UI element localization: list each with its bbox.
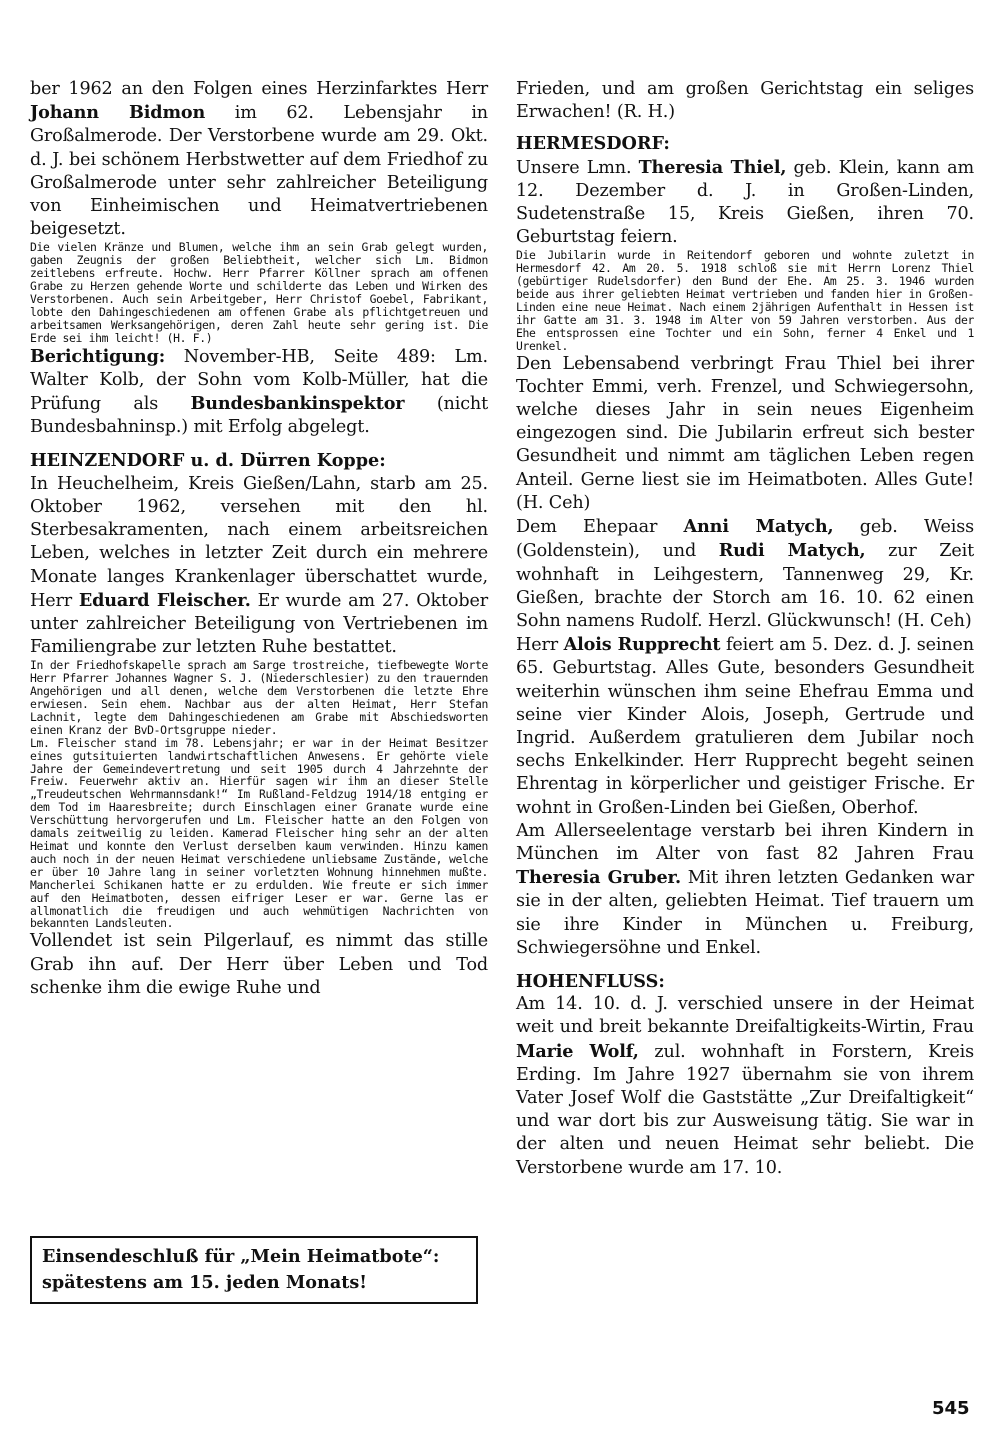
page-number: 545 bbox=[932, 1398, 970, 1419]
notice-line-2: spätestens am 15. jeden Monats! bbox=[42, 1272, 367, 1293]
text-run: November-HB, Seite 489: Lm. Walter Kolb, der Sohn vom Kolb-Müller, hat die Prüfung als bbox=[30, 346, 488, 415]
text-run: zul. wohnhaft in Forstern, Kreis Erding. Im Jahre 1927 übernahm sie von ihrem Vater Josef Wolf die Gaststätte „Zur Dreifaltigkeit“ und war dort bis zur Ausweisung tätig. Sie war in der alten und neuen Heimat sehr beliebt. Die Verstorbene wurde am 17. 10. bbox=[516, 1041, 974, 1178]
continuation-paragraph: Frieden, und am großen Gerichtstag ein seliges Erwachen! (R. H.) bbox=[516, 79, 974, 123]
text-run: Herr bbox=[516, 635, 564, 656]
text-run: zur Zeit wohnhaft in Leihgestern, Tannenweg 29, Kr. Gießen, brachte der Storch am 16. 10. 62 einen Sohn namens Rudolf. Herzl. Glückwunsch! (H. Ceh) bbox=[516, 541, 974, 631]
left-column bbox=[30, 78, 488, 1000]
text-run: feiert am 5. Dez. d. J. seinen 65. Geburtstag. Alles Gute, besonders Gesundheit weiterhin wünschen ihm seine Ehefrau Emma und seine vier Kinder Alois, Joseph, Gertrude und Ingrid. Außerdem gratulieren dem Jubilar noch sechs Enkelkinder. Herr Rupprecht begeht seinen Ehrentag in körperlicher und geistiger Frische. Er wohnt in Großen-Linden bei Gießen, Oberhof. bbox=[516, 635, 974, 818]
hermesdorf-paragraph-3: Den Lebensabend verbringt Frau Thiel bei ihrer Tochter Emmi, verh. Frenzel, und Schwiegersohn, welche dieses Jahr in sein neues Eigenheim eingezogen sind. Die Jubilarin erfreut sich bester Gesundheit und nimmt am täglichen Leben regen Anteil. Gerne liest sie im Heimatboten. Alles Gute! (H. Ceh) bbox=[516, 353, 974, 513]
correction-label: Berichtigung: bbox=[30, 345, 166, 367]
submission-deadline-notice bbox=[30, 1236, 478, 1304]
hermesdorf-paragraph-1 bbox=[516, 156, 974, 250]
person-name: Johann Bidmon bbox=[30, 102, 206, 124]
text-run: im 62. Lebensjahr in Großalmerode. Der Verstorbene wurde am 29. Okt. d. J. bei schönem Herbstwetter auf dem Friedhof zu Großalmerode unter sehr zahlreicher Beteiligung von Einheimischen und Heimatvertriebenen beigesetzt. bbox=[30, 103, 488, 240]
person-name: Theresia Thiel, bbox=[638, 156, 787, 178]
text-run: ber 1962 an den Folgen eines Herzinfarktes Herr bbox=[30, 79, 488, 99]
person-name: Rudi Matych, bbox=[718, 540, 866, 562]
text-run: Am Allerseelentage verstarb bei ihren Kindern in München im Alter von fast 82 Jahren Frau bbox=[516, 820, 974, 864]
person-name: Anni Matych, bbox=[683, 516, 834, 538]
obituary-bidmon-detail: Die vielen Kränze und Blumen, welche ihm an sein Grab gelegt wurden, gaben Zeugnis der großen Beliebtheit, welcher sich Lm. Bidmon zeitlebens erfreute. Hochw. Herr Pfarrer Köllner sprach am offenen Grabe zu Herzen gehende Worte und schilderte das Leben und Wirken des Verstorbenen. Auch sein Arbeitgeber, Herr Christof Goebel, Fabrikant, lobte den Dahingeschiedenen am offenen Grabe als pflichtgetreuen und arbeitsamen Werksangehörigen, deren Zahl heute sehr gering ist. Die Erde sei ihm leicht! (H. F.) bbox=[30, 240, 488, 345]
text-run: geb. Weiss (Goldenstein), und bbox=[516, 517, 974, 562]
hermesdorf-paragraph-2: Die Jubilarin wurde in Reitendorf geboren und wohnte zuletzt in Hermesdorf 42. Am 20. 5. 1918 schloß sie mit Herrn Lorenz Thiel (gebürtiger Rudelsdorfer) den Bund der Ehe. Am 25. 3. 1946 wurden beide aus ihrer geliebten Heimat vertrieben und fanden hier in Großen-Linden eine neue Heimat. Nach einem 2jährigen Aufenthalt in Hessen ist ihr Gatte am 31. 3. 1948 im Alter von 59 Jahren verstorben. Aus der Ehe entsprossen eine Tochter und ein Sohn, ferner 4 Enkel und 1 Urenkel. bbox=[516, 248, 974, 353]
section-heading-hermesdorf: HERMESDORF: bbox=[516, 133, 670, 155]
hermesdorf-paragraph-5 bbox=[516, 633, 974, 820]
heinzendorf-paragraph-4: Vollendet ist sein Pilgerlauf, es nimmt das stille Grab ihn auf. Der Herr über Leben und Tod schenke ihm die ewige Ruhe und bbox=[30, 931, 488, 998]
text-run: Er wurde am 27. Oktober unter zahlreicher Beteiligung von Vertriebenen im Familiengrabe zur letzten Ruhe bestattet. bbox=[30, 590, 489, 658]
hohenfluss-paragraph-1 bbox=[516, 993, 974, 1180]
text-run: In Heuchelheim, Kreis Gießen/Lahn, starb am 25. Oktober 1962, versehen mit den hl. Sterbesakramenten, nach einem arbeitsreichen Leben, welches in letzter Zeit durch ein mehrere Monate langes Krankenlager überschattet wurde, Herr bbox=[30, 473, 488, 611]
heinzendorf-paragraph-3: Lm. Fleischer stand im 78. Lebensjahr; er war in der Heimat Besitzer eines gutsituierten landwirtschaftlichen Anwesens. Er gehörte viele Jahre der Gemeindevertretung und seit 1905 durch 4 Jahrzehnte der Freiw. Feuerwehr aktiv an. Hierfür sagen wir ihm an dieser Stelle „Treudeutschen Wehrmannsdank!“ Im Rußland-Feldzug 1914/18 entging er dem Tod im Haaresbreite; durch Einschlagen einer Granate wurde eine Verschüttung hervorgerufen und Lm. Fleischer hatte an den Folgen von damals zeitweilig zu leiden. Kamerad Fleischer hing sehr an der alten Heimat und konnte den Verlust derselben kaum verwinden. Hinzu kamen auch noch in der neuen Heimat verschiedene unliebsame Zustände, welche er über 10 Jahre lang in seiner vorletzten Wohnung hinnehmen mußte. Mancherlei Schikanen hatte er zu erdulden. Wie freute er sich immer auf den Heimatboten, dessen eifriger Leser er war. Gerne las er allmonatlich die freudigen und auch wehmütigen Nachrichten von bekannten Landsleuten. bbox=[30, 735, 488, 931]
text-run: Mit ihren letzten Gedanken war sie in der alten, geliebten Heimat. Tief trauern um sie ihre Kinder in München u. Freiburg, Schwiegersöhne und Enkel. bbox=[516, 868, 974, 958]
person-name: Theresia Gruber. bbox=[516, 867, 681, 889]
correction-paragraph bbox=[30, 345, 488, 440]
text-run: Unsere Lmn. bbox=[516, 157, 639, 178]
text-run: (nicht Bundesbahninsp.) mit Erfolg abgelegt. bbox=[30, 394, 489, 438]
person-name: Eduard Fleischer. bbox=[78, 589, 251, 611]
hermesdorf-paragraph-4 bbox=[516, 515, 974, 633]
text-run: Am 14. 10. d. J. verschied unsere in der Heimat weit und breit bekannte Dreifaltigkeits-Wirtin, Frau bbox=[516, 994, 974, 1038]
obituary-bidmon-paragraph bbox=[30, 78, 488, 241]
text-run: Dem Ehepaar bbox=[516, 517, 684, 538]
bold-term: Bundesbankinspektor bbox=[190, 393, 405, 415]
section-heading-heinzendorf: HEINZENDORF u. d. Dürren Koppe: bbox=[30, 450, 386, 472]
text-run: geb. Klein, kann am 12. Dezember d. J. in Großen-Linden, Sudetenstraße 15, Kreis Gießen, ihren 70. Geburtstag feiern. bbox=[516, 157, 974, 248]
hermesdorf-paragraph-6 bbox=[516, 820, 974, 960]
heinzendorf-paragraph-2: In der Friedhofskapelle sprach am Sarge trostreiche, tiefbewegte Worte Herr Pfarrer Johannes Wagner S. J. (Niederschlesier) zu den trauernden Angehörigen und all denen, welche dem Verstorbenen die letzte Ehre erwiesen. Sein ehem. Nachbar aus der alten Heimat, Herr Stefan Lachnit, legte dem Dahingeschiedenen am Grabe mit Abschiedsworten einen Kranz der BvD-Ortsgruppe nieder. bbox=[30, 658, 488, 737]
section-heading-hohenfluss: HOHENFLUSS: bbox=[516, 970, 665, 992]
person-name: Marie Wolf, bbox=[516, 1040, 639, 1062]
heinzendorf-paragraph-1 bbox=[30, 473, 488, 660]
notice-line-1: Einsendeschluß für „Mein Heimatbote“: bbox=[42, 1246, 440, 1267]
person-name: Alois Rupprecht bbox=[563, 634, 721, 656]
right-column bbox=[516, 78, 974, 1180]
